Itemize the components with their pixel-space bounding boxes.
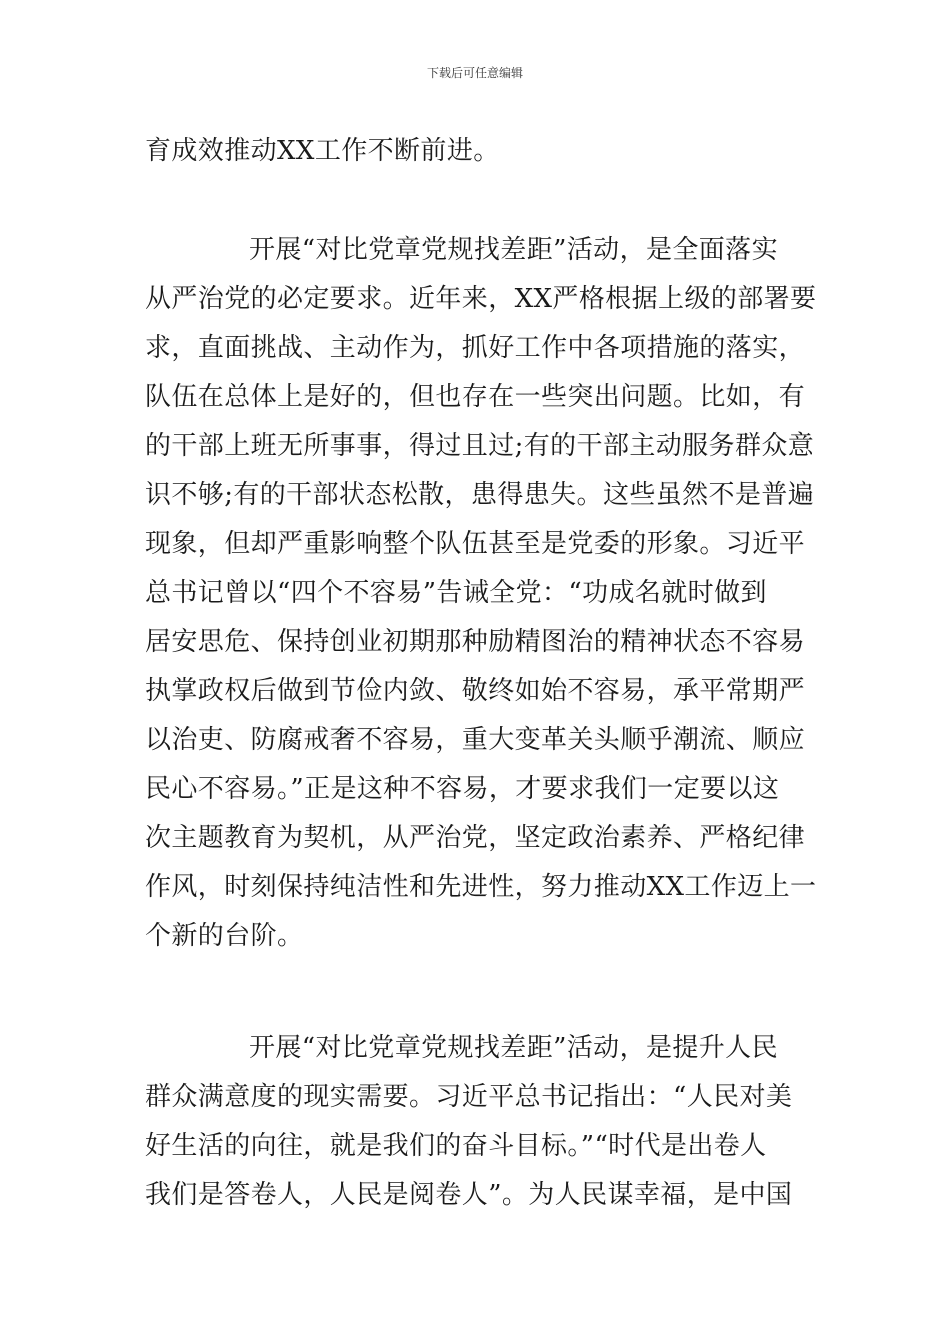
header-note: 下载后可任意编辑 xyxy=(426,66,523,80)
text-line: 执掌政权后做到节俭内敛、敬终如始不容易，承平常期严 xyxy=(145,676,806,706)
text-line: 开展“对比党章党规找差距”活动，是提升人民 xyxy=(249,1033,778,1063)
text-line: 个新的台阶。 xyxy=(145,921,304,951)
paragraph-strict-governance xyxy=(145,226,817,961)
text-line: 开展“对比党章党规找差距”活动，是全面落实 xyxy=(249,235,778,265)
text-line: 次主题教育为契机，从严治党，坚定政治素养、严格纪律 xyxy=(145,823,806,853)
text-line: 育成效推动XX工作不断前进。 xyxy=(145,136,500,166)
text-line: 民心不容易。”正是这种不容易，才要求我们一定要以这 xyxy=(145,774,780,804)
paragraph-continuation xyxy=(145,127,810,176)
text-line: 群众满意度的现实需要。习近平总书记指出：“人民对美 xyxy=(145,1082,793,1112)
text-line: 好生活的向往，就是我们的奋斗目标。”“时代是出卷人 xyxy=(145,1131,767,1161)
text-line: 以治吏、防腐戒奢不容易，重大变革关头顺乎潮流、顺应 xyxy=(145,725,806,755)
text-line: 求，直面挑战、主动作为，抓好工作中各项措施的落实， xyxy=(145,333,806,363)
text-line: 从严治党的必定要求。近年来，XX严格根据上级的部署要 xyxy=(145,284,817,314)
text-line: 居安思危、保持创业初期那种励精图治的精神状态不容易 xyxy=(145,627,806,657)
text-line: 作风，时刻保持纯洁性和先进性，努力推动XX工作迈上一 xyxy=(145,872,817,902)
text-line: 我们是答卷人，人民是阅卷人”。为人民谋幸福，是中国 xyxy=(145,1180,793,1210)
text-line: 总书记曾以“四个不容易”告诫全党：“功成名就时做到 xyxy=(145,578,767,608)
text-line: 识不够;有的干部状态松散，患得患失。这些虽然不是普遍 xyxy=(145,480,815,510)
text-line: 现象，但却严重影响整个队伍甚至是党委的形象。习近平 xyxy=(145,529,806,559)
text-line: 队伍在总体上是好的，但也存在一些突出问题。比如，有 xyxy=(145,382,806,412)
text-line: 的干部上班无所事事，得过且过;有的干部主动服务群众意 xyxy=(145,431,815,461)
paragraph-public-satisfaction xyxy=(145,1024,810,1220)
